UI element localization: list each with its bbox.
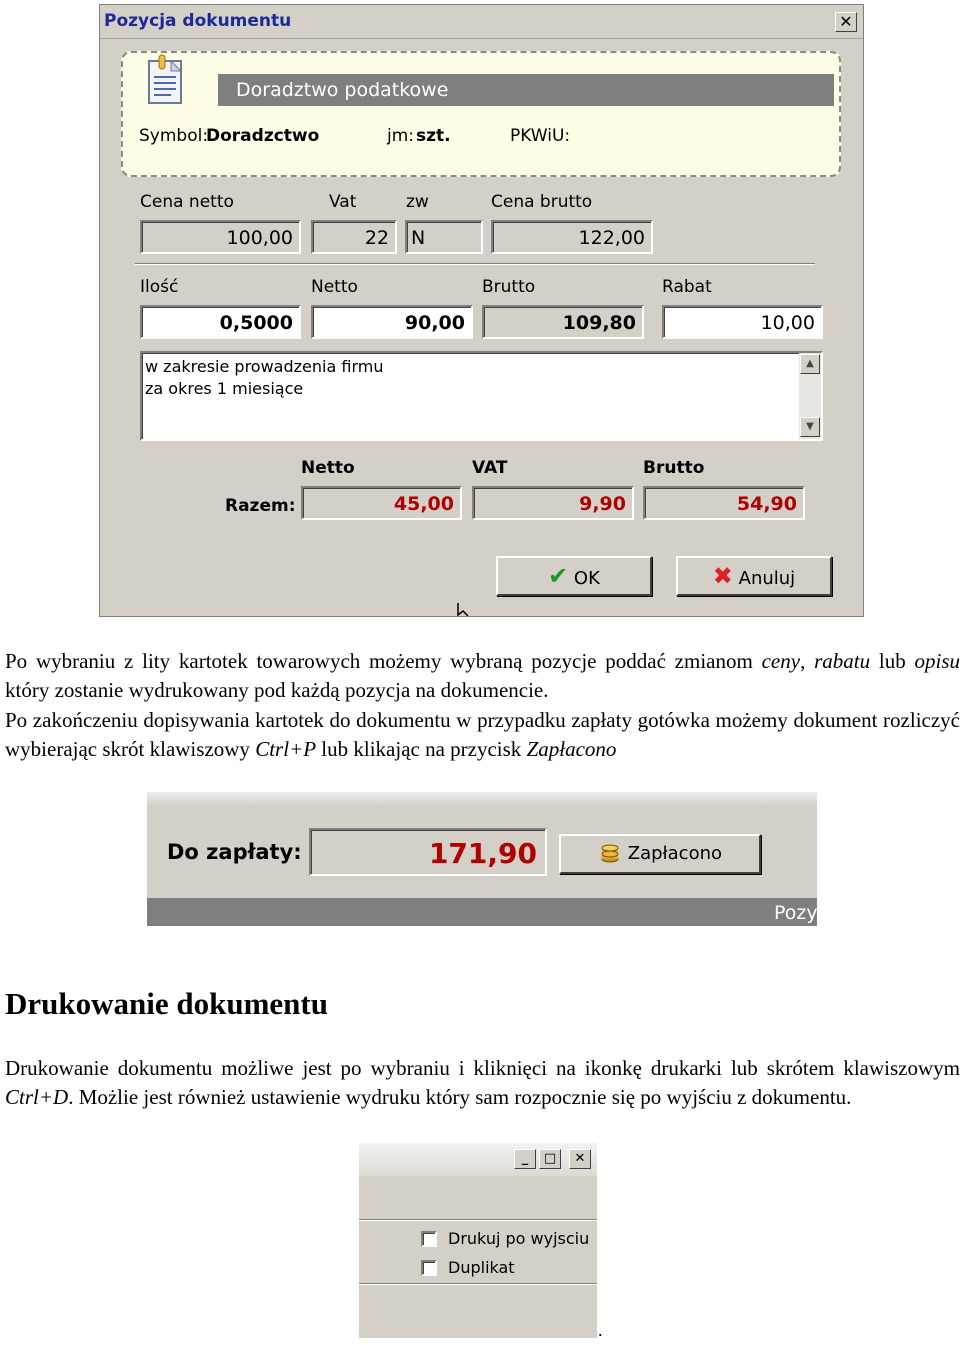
text: lub — [870, 649, 915, 673]
minimize-button[interactable] — [514, 1149, 536, 1169]
rabat-field[interactable]: 10,00 — [662, 305, 823, 339]
text: . Możlie jest również ustawienie wydruku który sam rozpocznie się po wyjściu z dokumentu. — [68, 1085, 852, 1109]
jm-label: jm: — [387, 126, 415, 146]
cena-netto-label: Cena netto — [140, 192, 234, 212]
duplicate-label: Duplikat — [448, 1258, 515, 1277]
text-italic: Ctrl+P — [255, 737, 317, 761]
text-italic: opisu — [914, 649, 960, 673]
description-line: w zakresie prowadzenia firmu — [145, 357, 384, 376]
close-button[interactable] — [835, 12, 857, 32]
description-textarea[interactable] — [140, 351, 823, 441]
paragraph-payment — [5, 706, 960, 764]
status-bar-text: Pozy — [774, 902, 818, 924]
status-bar — [147, 898, 817, 926]
position-dialog — [99, 4, 864, 617]
cancel-label: Anuluj — [738, 568, 796, 589]
paid-label: Zapłacono — [627, 843, 722, 864]
cena-brutto-label: Cena brutto — [491, 192, 593, 212]
dialog-title: Pozycja dokumentu — [104, 11, 292, 31]
item-name: Doradztwo podatkowe — [236, 79, 449, 101]
text: Po wybraniu z lity kartotek towarowych możemy wybraną pozycje poddać zmianom — [5, 649, 762, 673]
pkwiu-label: PKWiU: — [510, 126, 571, 146]
totals-vat-field: 9,90 — [472, 486, 634, 520]
arrow-up-icon: ▲ — [806, 358, 814, 369]
divider — [359, 1219, 597, 1221]
trailing-dot: . — [598, 1320, 603, 1340]
netto-field[interactable]: 90,00 — [311, 305, 473, 339]
text-italic: rabatu — [814, 649, 871, 673]
scroll-down-button[interactable] — [800, 417, 820, 437]
text: , — [800, 649, 815, 673]
minimize-icon: _ — [521, 1151, 529, 1166]
brutto-field[interactable]: 109,80 — [482, 305, 644, 339]
print-options-panel — [359, 1143, 597, 1338]
totals-netto-field: 45,00 — [301, 486, 462, 520]
document-icon — [141, 53, 191, 113]
paragraph-edit-position — [5, 647, 960, 705]
coins-icon — [598, 840, 622, 864]
arrow-down-icon: ▼ — [806, 421, 814, 432]
close-icon: ✕ — [839, 12, 853, 31]
cena-netto-field[interactable]: 100,00 — [140, 220, 301, 254]
window-close-button[interactable] — [569, 1149, 591, 1169]
maximize-button[interactable] — [539, 1149, 561, 1169]
totals-netto-label: Netto — [301, 458, 355, 478]
checkmark-icon: ✔ — [548, 562, 569, 590]
totals-vat-label: VAT — [472, 458, 508, 478]
text-italic: Zapłacono — [526, 737, 617, 761]
symbol-value: Doradzctwo — [206, 126, 320, 146]
text: Po zakończeniu dopisywania kartotek do dokumentu w przypadku zapłaty gotówka możemy dokument rozliczyć wybierając skrót klawiszowy — [5, 708, 960, 761]
totals-brutto-field: 54,90 — [643, 486, 805, 520]
paragraph-printing — [5, 1054, 960, 1112]
cross-icon: ✖ — [712, 562, 733, 590]
divider — [359, 1283, 597, 1285]
description-scrollbar[interactable] — [799, 353, 821, 439]
vat-field[interactable]: 22 — [311, 220, 397, 254]
print-after-exit-label: Drukuj po wyjsciu — [448, 1229, 590, 1248]
zw-field[interactable]: N — [405, 220, 483, 254]
rabat-label: Rabat — [662, 277, 712, 297]
brutto-label: Brutto — [482, 277, 536, 297]
text: który zostanie wydrukowany pod każdą pozycja na dokumencie. — [5, 678, 549, 702]
item-info-box — [121, 51, 841, 177]
symbol-label: Symbol: — [139, 126, 209, 146]
close-icon: ✕ — [574, 1151, 586, 1166]
item-name-header — [218, 74, 834, 106]
ilosc-label: Ilość — [140, 277, 179, 297]
cursor-icon — [456, 602, 472, 618]
amount-due-field: 171,90 — [309, 828, 547, 876]
jm-value: szt. — [416, 126, 451, 146]
cena-brutto-field[interactable]: 122,00 — [491, 220, 653, 254]
text: Drukowanie dokumentu możliwe jest po wybraniu i kliknięci na ikonkę drukarki lub skrótem klawiszowym — [5, 1056, 960, 1080]
ok-button[interactable] — [496, 556, 652, 596]
duplicate-checkbox[interactable] — [421, 1260, 437, 1276]
panel-top-edge — [147, 792, 817, 806]
dialog-title-bar — [100, 5, 863, 39]
ok-label: OK — [573, 568, 600, 589]
ilosc-field[interactable]: 0,5000 — [140, 305, 301, 339]
vat-label: Vat — [329, 192, 357, 212]
amount-due-label: Do zapłaty: — [167, 840, 302, 864]
description-line: za okres 1 miesiące — [145, 379, 304, 398]
text: lub klikając na przycisk — [316, 737, 527, 761]
totals-label: Razem: — [225, 496, 296, 516]
text-italic: Ctrl+D — [5, 1085, 69, 1109]
divider — [135, 263, 815, 265]
maximize-icon: □ — [543, 1151, 557, 1166]
netto-label: Netto — [311, 277, 358, 297]
text-italic: ceny — [761, 649, 801, 673]
payment-panel — [147, 792, 817, 926]
section-heading: Drukowanie dokumentu — [5, 986, 328, 1021]
totals-brutto-label: Brutto — [643, 458, 705, 478]
scroll-up-button[interactable] — [800, 354, 820, 374]
zw-label: zw — [406, 192, 429, 212]
window-title-bar — [359, 1143, 597, 1176]
cancel-button[interactable] — [676, 556, 832, 596]
print-after-exit-checkbox[interactable] — [421, 1231, 437, 1247]
paid-button[interactable] — [559, 834, 761, 874]
